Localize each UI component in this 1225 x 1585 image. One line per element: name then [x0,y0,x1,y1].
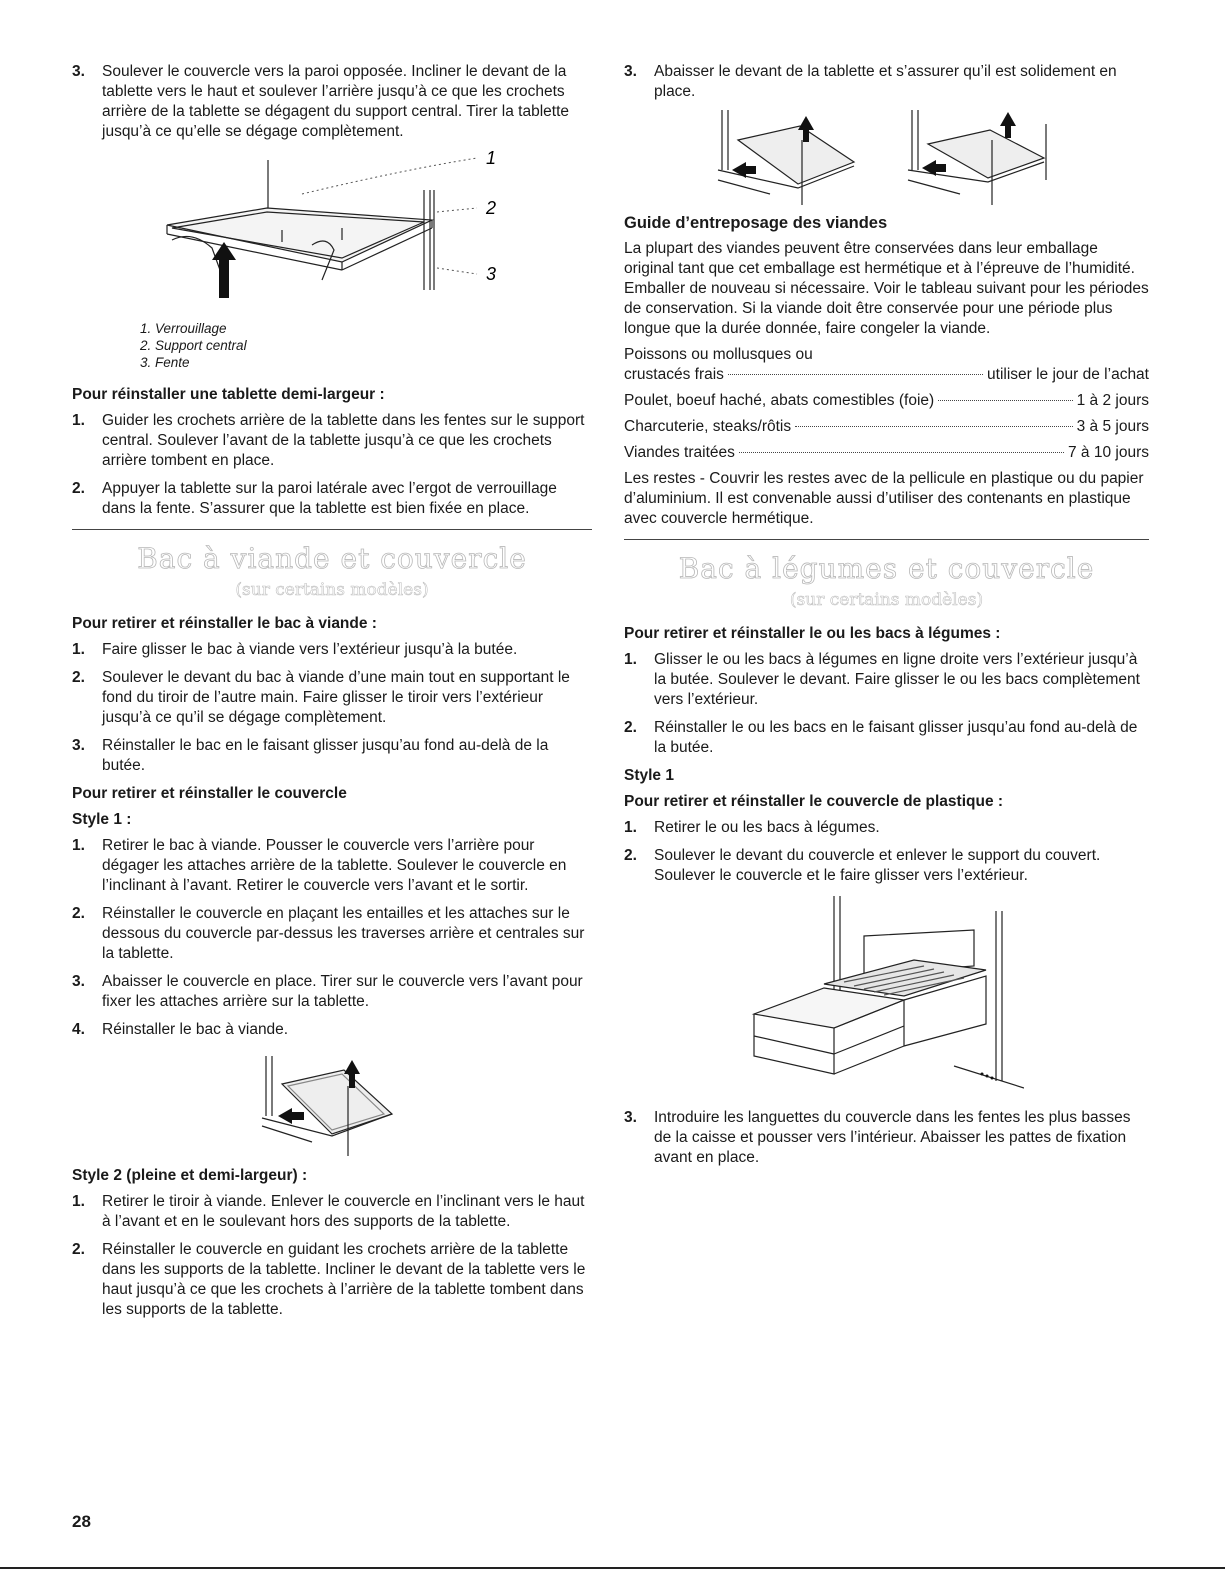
cover-heading: Pour retirer et réinstaller le couvercle [72,785,347,802]
veg-drawer-steps [624,650,1149,758]
style2-steps [72,1192,592,1320]
legend-item: 1. Verrouillage [140,321,227,336]
shelf-lower-illustration-b [904,110,1054,205]
callout-2: 2 [486,198,497,218]
callout-1: 1 [486,150,497,168]
plastic-cover-steps [624,818,1149,886]
meat-drawer-heading: Pour retirer et réinstaller le bac à viande : [72,615,377,632]
fish-line: Poissons ou mollusques ou [624,346,813,363]
list-item: 2. Réinstaller le couvercle en plaçant les entailles et les attaches sur le dessous du couvercle par-dessus les traverses arrière et centrales sur la tablette. [72,905,585,962]
section-divider [624,539,1149,540]
step-number: 3. [72,63,85,80]
intro-steps-right [624,62,1149,102]
list-item: 1. Retirer le tiroir à viande. Enlever le couvercle en l’inclinant vers le haut à l’avant et en le soulevant hors des supports de la tablette. [72,1193,585,1230]
page-number: 28 [72,1512,91,1531]
veg-section-subtitle: (sur certains modèles) [789,590,984,610]
veg-section-title: Bac à légumes et couvercle [678,552,1095,585]
storage-table [624,365,1149,463]
list-item: 1. Glisser le ou les bacs à légumes en ligne droite vers l’extérieur jusqu’à la butée. Soulever le devant. Faire glisser le ou les bacs complètement vers l’extérieur. [624,651,1140,708]
style2-heading: Style 2 (pleine et demi-largeur) : [72,1167,308,1184]
intro-steps-left [72,62,592,142]
list-item: 1. Retirer le bac à viande. Pousser le couvercle vers l’arrière pour dégager les attaches arrière de la tablette. Soulever le couvercle en l’inclinant à l’avant. Retirer le couvercle vers l’avant et le sortir. [72,837,567,894]
list-item: 2. Réinstaller le couvercle en guidant les crochets arrière de la tablette dans les supports de la tablette. Incliner le devant de la tablette vers le haut jusqu’à ce que les crochets à l’arrière de la tablette tombent dans les supports de la tablette. [72,1241,586,1318]
figure-legend [140,320,592,371]
meat-guide-text: La plupart des viandes peuvent être conservées dans leur emballage original tant que cet emballage est hermétique et à l’épreuve de l’humidité. Emballer de nouveau si nécessaire. Voir le tableau suivant pour les périodes de conservation. Si la viande doit être conservée pour une période plus longue que la durée donnée, faire congeler la viande. [624,240,1149,337]
shelf-illustration [72,150,592,320]
style1-steps [72,836,592,1040]
left-column [72,62,592,1328]
cover-illustration [252,1056,412,1156]
step-text: Soulever le couvercle vers la paroi opposée. Incliner le devant de la tablette vers le haut et soulever l’arrière jusqu’à ce que les crochets arrière de la tablette se dégagent du support central. Tirer la tablette jusqu’à ce qu’elle se dégage complètement. [102,63,570,140]
meat-section-subtitle: (sur certains modèles) [235,580,429,600]
list-item: 1. Retirer le ou les bacs à légumes. [624,819,880,836]
list-item: 2. Soulever le devant du bac à viande d’une main tout en supportant le fond du tiroir de l’autre main. Faire glisser le tiroir vers l’extérieur jusqu’à ce qu’il se dégage complètement. [72,669,570,726]
legend-item: 3. Fente [140,355,190,370]
storage-row: Poulet, boeuf haché, abats comestibles (foie) 1 à 2 jours [624,392,1149,409]
veg-drawer-heading: Pour retirer et réinstaller le ou les bacs à légumes : [624,625,1001,642]
shelf-lowering-figure [714,110,1149,205]
veg-style1-heading: Style 1 [624,767,674,784]
half-shelf-steps [72,411,592,519]
crisper-figure [724,896,1149,1096]
list-item: 1. Faire glisser le bac à viande vers l’extérieur jusqu’à la butée. [72,641,518,658]
list-item: 2. Soulever le devant du couvercle et enlever le support du couvert. Soulever le couvercle et le faire glisser vers l’extérieur. [624,847,1101,884]
crisper-illustration [724,896,1024,1096]
plastic-cover-heading: Pour retirer et réinstaller le couvercle de plastique : [624,793,1004,810]
section-divider [72,529,592,530]
storage-row: Viandes traitées 7 à 10 jours [624,444,1149,461]
bottom-rule [0,1567,1225,1569]
storage-row: crustacés frais utiliser le jour de l’achat [624,366,1149,383]
meat-drawer-steps [72,640,592,776]
list-item: 3. Introduire les languettes du couvercle dans les fentes les plus basses de la caisse et pousser vers l’intérieur. Abaisser les pattes de fixation avant en place. [624,1109,1131,1166]
list-item: 2. Appuyer la tablette sur la paroi latérale avec l’ergot de verrouillage dans la fente. S’assurer que la tablette est bien fixée en place. [72,480,557,517]
legend-item: 2. Support central [140,338,247,353]
meat-guide-heading: Guide d’entreposage des viandes [624,214,888,232]
right-column [624,62,1149,1176]
leftovers-text: Les restes - Couvrir les restes avec de la pellicule en plastique ou du papier d’aluminium. Il est convenable aussi d’utiliser des contenants en plastique avec couvercle hermétique. [624,470,1144,527]
half-shelf-heading: Pour réinstaller une tablette demi-largeur : [72,386,385,403]
list-item: 4. Réinstaller le bac à viande. [72,1021,289,1038]
list-item: 3. Abaisser le couvercle en place. Tirer sur le couvercle vers l’avant pour fixer les attaches arrière sur la tablette. [72,973,583,1010]
callout-3: 3 [486,264,497,284]
storage-row: Charcuterie, steaks/rôtis 3 à 5 jours [624,418,1149,435]
shelf-lower-illustration-a [714,110,864,205]
list-item: 1. Guider les crochets arrière de la tablette dans les fentes sur le support central. Soulever l’avant de la tablette jusqu’à ce que les crochets arrière tombent en place. [72,412,585,469]
list-item: 3. Abaisser le devant de la tablette et s’assurer qu’il est solidement en place. [624,63,1117,100]
final-steps [624,1108,1149,1168]
meat-section-title: Bac à viande et couvercle [137,542,527,575]
list-item: 3. Réinstaller le bac en le faisant glisser jusqu’au fond au-delà de la butée. [72,737,549,774]
shelf-removal-figure [72,150,592,320]
style1-heading: Style 1 : [72,811,132,828]
list-item [72,62,592,142]
list-item: 2. Réinstaller le ou les bacs en le faisant glisser jusqu’au fond au-delà de la butée. [624,719,1138,756]
cover-figure [252,1056,592,1156]
